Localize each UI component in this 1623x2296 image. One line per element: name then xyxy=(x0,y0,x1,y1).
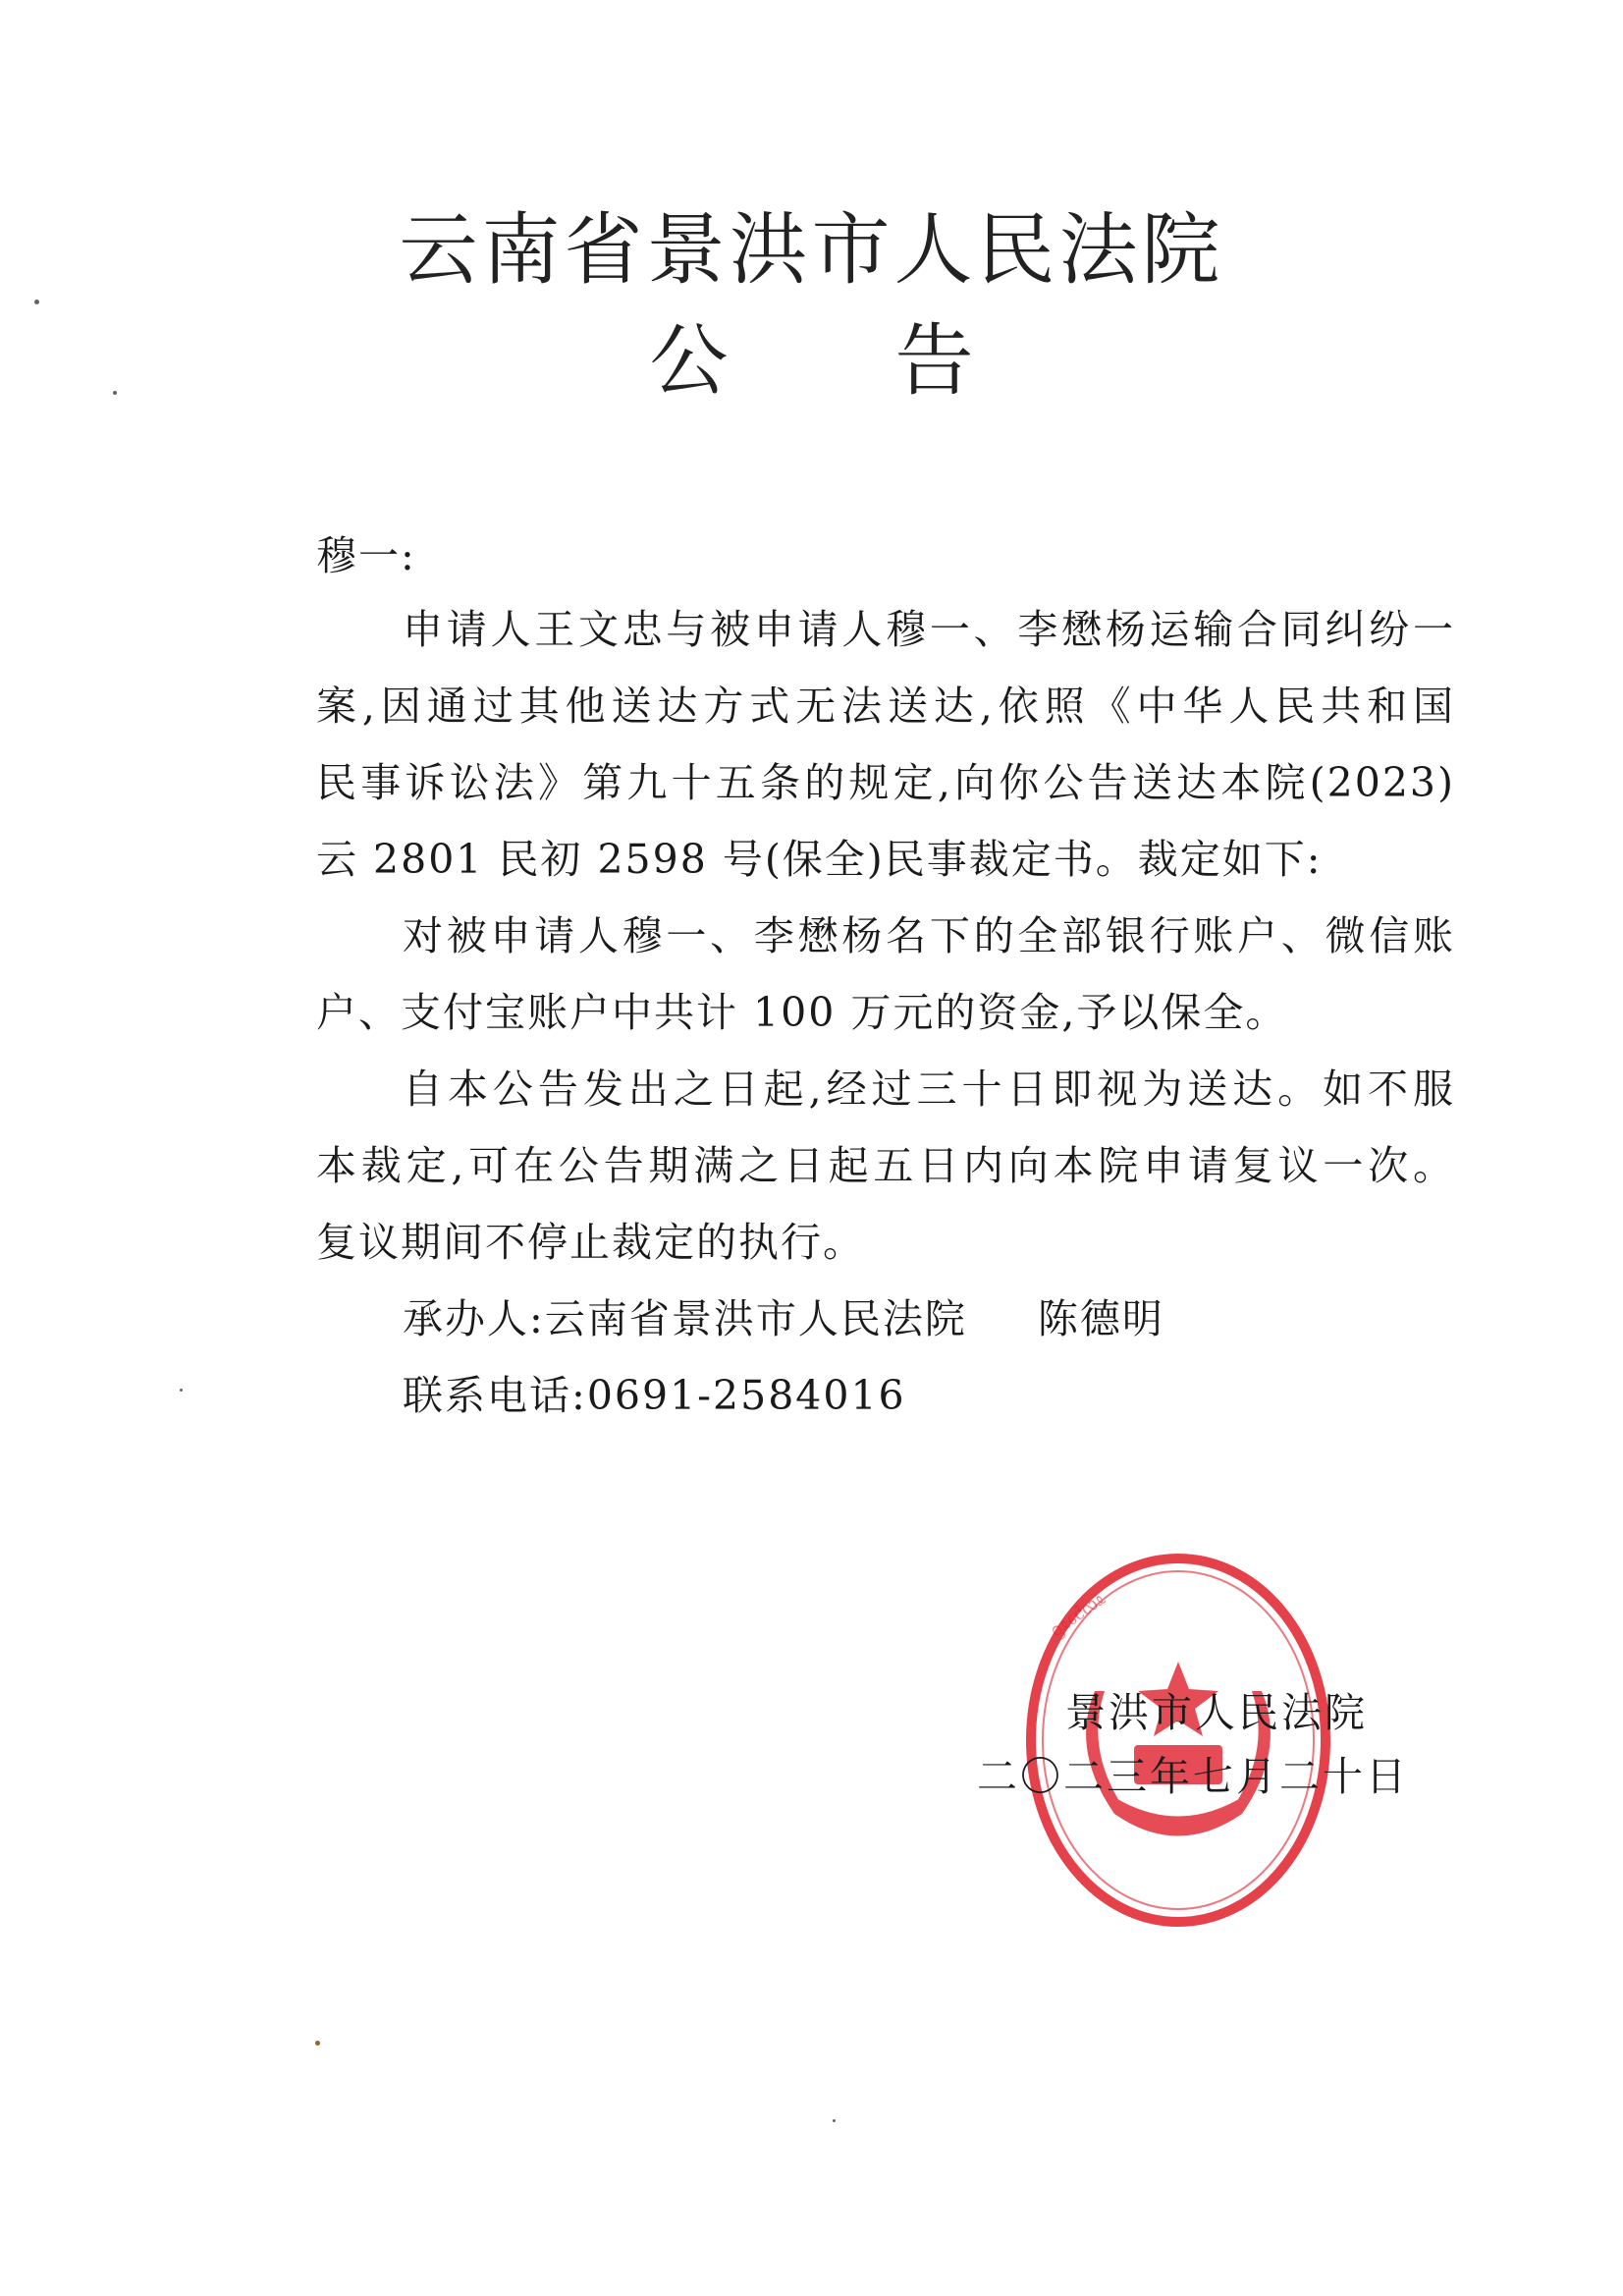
paragraph-1-line-1: 申请人王文忠与被申请人穆一、李懋杨运输合同纠纷一 xyxy=(403,606,1455,653)
handler-court: 云南省景洪市人民法院 xyxy=(544,1295,967,1342)
notice-heading-char-1: 公 xyxy=(649,315,729,407)
scan-speck xyxy=(315,2041,320,2046)
svg-text:ᦋᦸᧈᦺᦟᦸ: ᦋᦸᧈᦺᦟᦸ xyxy=(1045,1586,1109,1642)
notice-heading xyxy=(0,312,1623,410)
paragraph-2-line-1: 对被申请人穆一、李懋杨名下的全部银行账户、微信账 xyxy=(403,912,1455,959)
paragraph-1-line-2: 案,因通过其他送达方式无法送达,依照《中华人民共和国 xyxy=(316,683,1455,730)
page-title: 云南省景洪市人民法院 xyxy=(399,204,1224,296)
contact-phone: 0691-2584016 xyxy=(586,1372,906,1419)
contact-line xyxy=(403,1370,1455,1421)
paragraph-1-line-3: 民事诉讼法》第九十五条的规定,向你公告送达本院(2023) xyxy=(316,759,1455,806)
signature-date: 二〇二三年七月二十日 xyxy=(977,1753,1409,1800)
paragraph-3-line-2: 本裁定,可在公告期满之日起五日内向本院申请复议一次。 xyxy=(316,1142,1455,1189)
paragraph-3-line-1: 自本公告发出之日起,经过三十日即视为送达。如不服 xyxy=(403,1066,1455,1113)
notice-heading-char-2: 告 xyxy=(894,315,974,407)
scan-speck xyxy=(833,2119,836,2122)
handler-label: 承办人: xyxy=(403,1295,545,1342)
paragraph-2-line-2: 户、支付宝账户中共计 100 万元的资金,予以保全。 xyxy=(316,989,1288,1036)
scan-speck xyxy=(34,300,39,304)
paragraph-1-line-4: 云 2801 民初 2598 号(保全)民事裁定书。裁定如下: xyxy=(316,836,1323,883)
recipient: 穆一: xyxy=(316,532,416,579)
scan-speck xyxy=(113,391,117,395)
paragraph-3-line-3: 复议期间不停止裁定的执行。 xyxy=(316,1219,865,1266)
contact-label: 联系电话: xyxy=(403,1372,587,1419)
scan-speck xyxy=(180,1389,183,1392)
handler-line xyxy=(403,1293,1455,1344)
court-seal xyxy=(1016,1544,1340,1937)
handler-name: 陈德明 xyxy=(1037,1295,1164,1342)
signature-court: 景洪市人民法院 xyxy=(1065,1689,1368,1736)
